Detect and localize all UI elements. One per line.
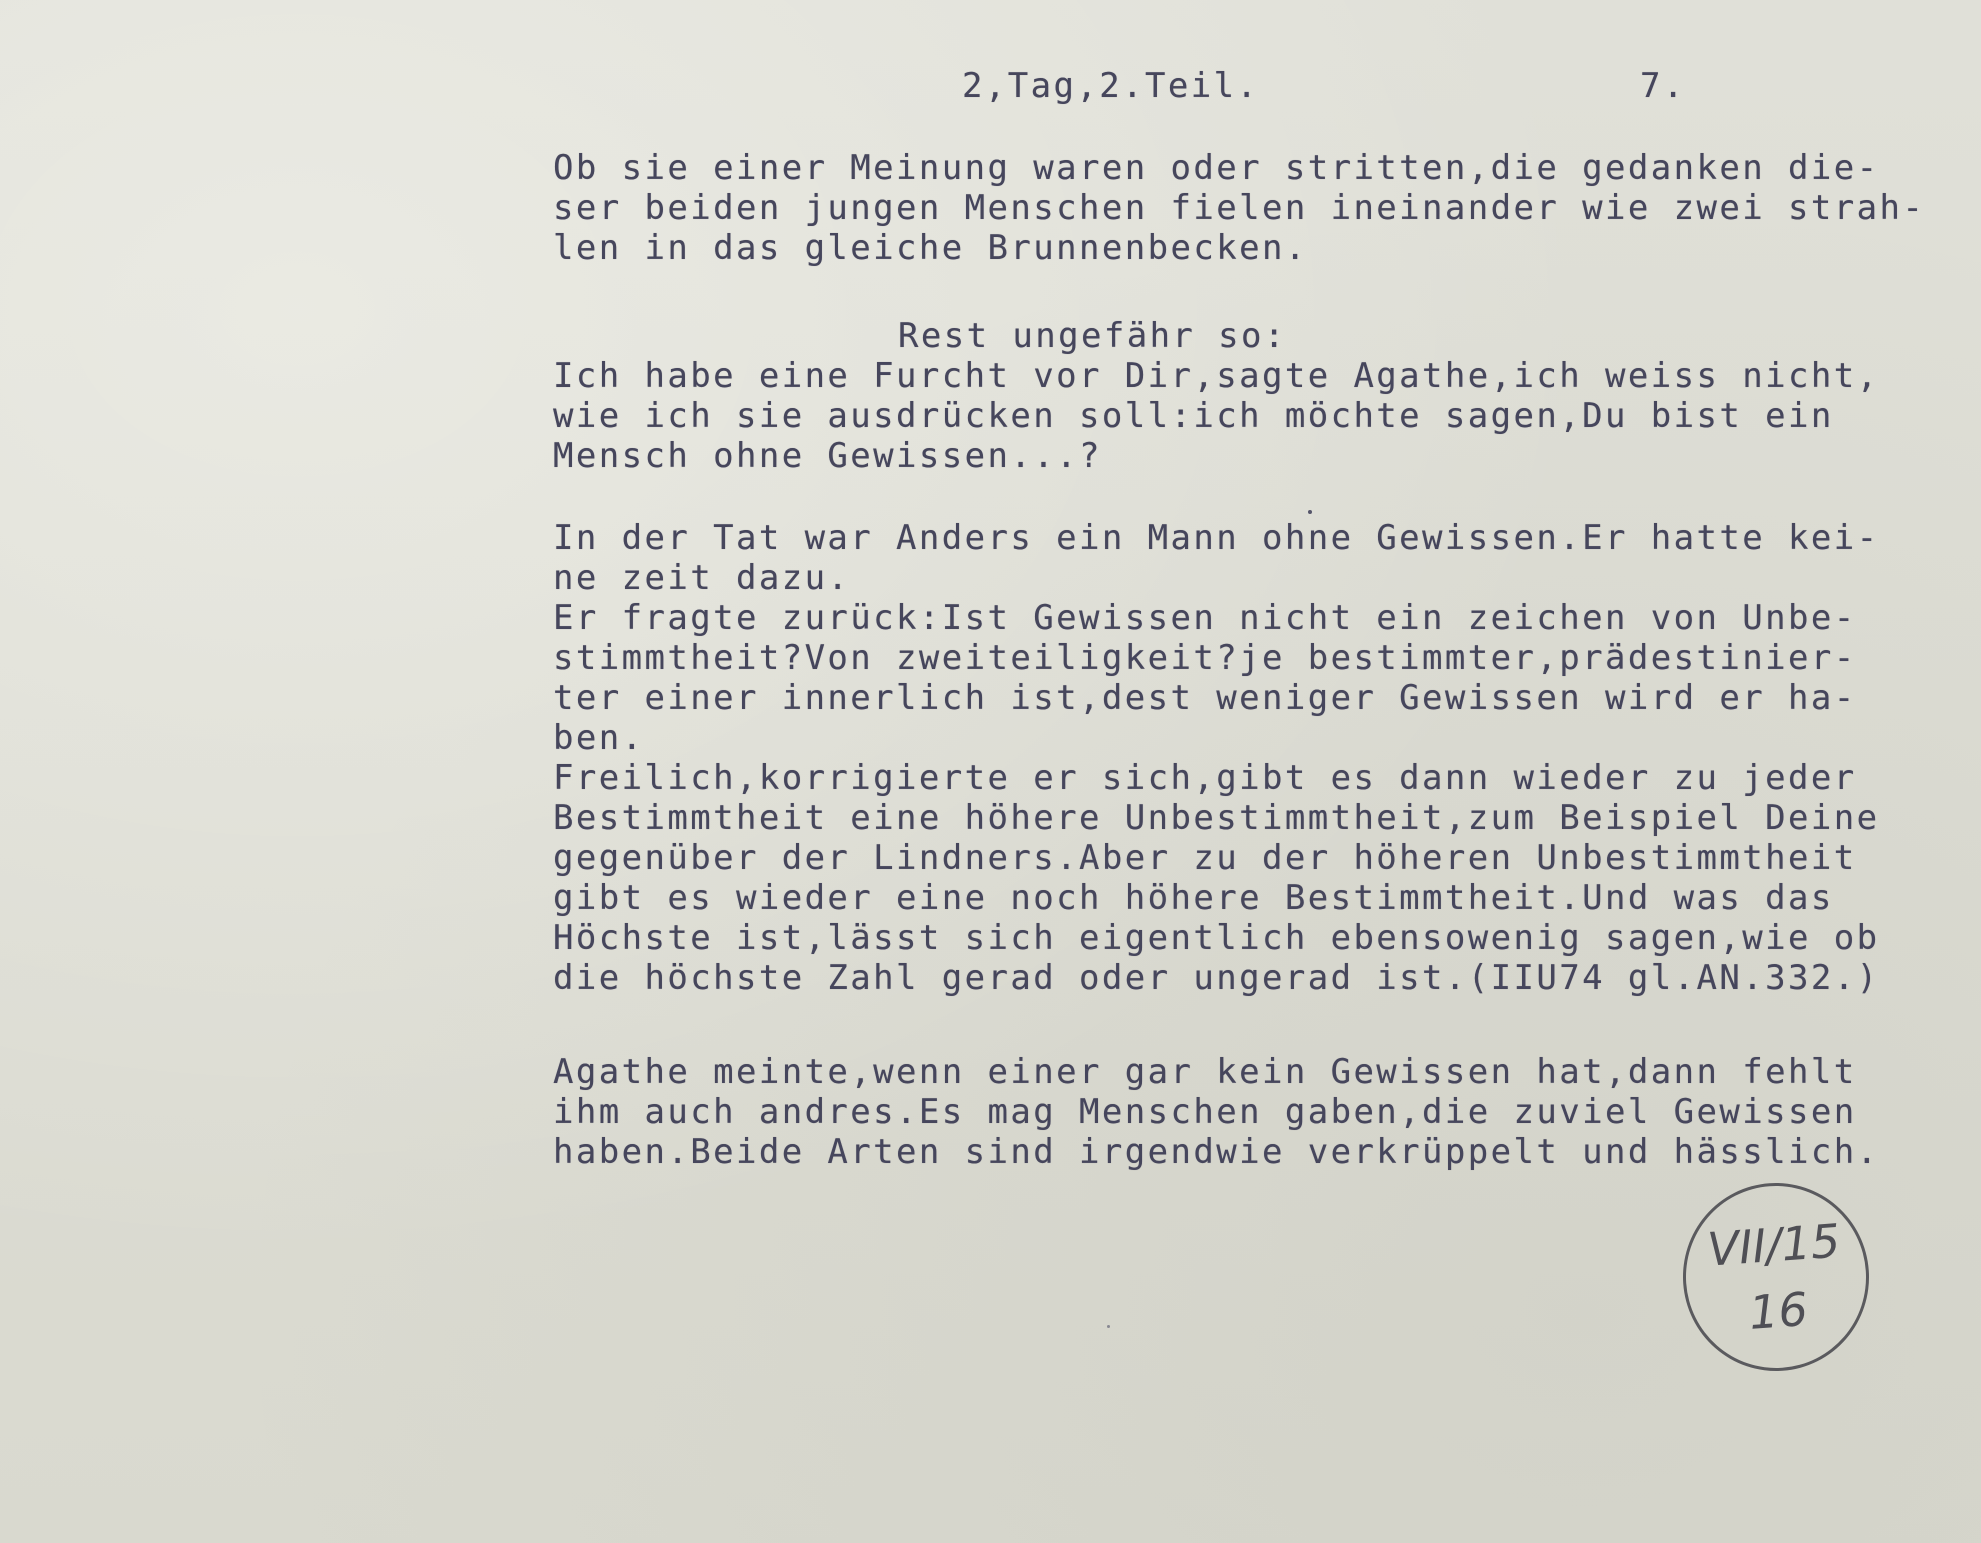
ink-speck bbox=[1308, 510, 1312, 514]
paragraph-4: Agathe meinte,wenn einer gar kein Gewissen hat,dann fehlt ihm auch andres.Es mag Menschen gaben,die zuviel Gewissen haben.Beide Arten sind irgendwie verkrüppelt und hässlich. bbox=[553, 1052, 1880, 1172]
paragraph-3: In der Tat war Anders ein Mann ohne Gewissen.Er hatte kei- ne zeit dazu. Er fragte zurück:Ist Gewissen nicht ein zeichen von Unbe- stimmtheit?Von zweiteiligkeit?je bestimmter,prädestinier- ter einer innerlich ist,dest weniger Gewissen wird er ha- ben. Freilich,korrigierte er sich,gibt es dann wieder zu jeder Bestimmtheit eine höhere Unbestimmtheit,zum Beispiel Deine gegenüber der Lindners.Aber zu der höheren Unbestimmtheit gibt es wieder eine noch höhere Bestimmtheit.Und was das Höchste ist,lässt sich eigentlich ebensowenig sagen,wie ob die höchste Zahl gerad oder ungerad ist.(IIU74 gl.AN.332.) bbox=[553, 518, 1880, 998]
stamp-bottom-text: 16 bbox=[1747, 1281, 1810, 1340]
archive-stamp bbox=[1677, 1177, 1876, 1378]
stamp-top-text: VII/15 bbox=[1705, 1213, 1842, 1277]
rest-heading: Rest ungefähr so: bbox=[898, 316, 1287, 356]
paragraph-1: Ob sie einer Meinung waren oder stritten,die gedanken die- ser beiden jungen Menschen fielen ineinander wie zwei strah- len in das gleiche Brunnenbecken. bbox=[553, 148, 1926, 268]
paragraph-2: Ich habe eine Furcht vor Dir,sagte Agathe,ich weiss nicht, wie ich sie ausdrücken soll:ich möchte sagen,Du bist ein Mensch ohne Gewissen...? bbox=[553, 356, 1880, 476]
page-header-title: 2,Tag,2.Teil. bbox=[962, 66, 1260, 106]
ink-speck bbox=[1107, 1325, 1110, 1328]
page-number: 7. bbox=[1640, 66, 1686, 106]
